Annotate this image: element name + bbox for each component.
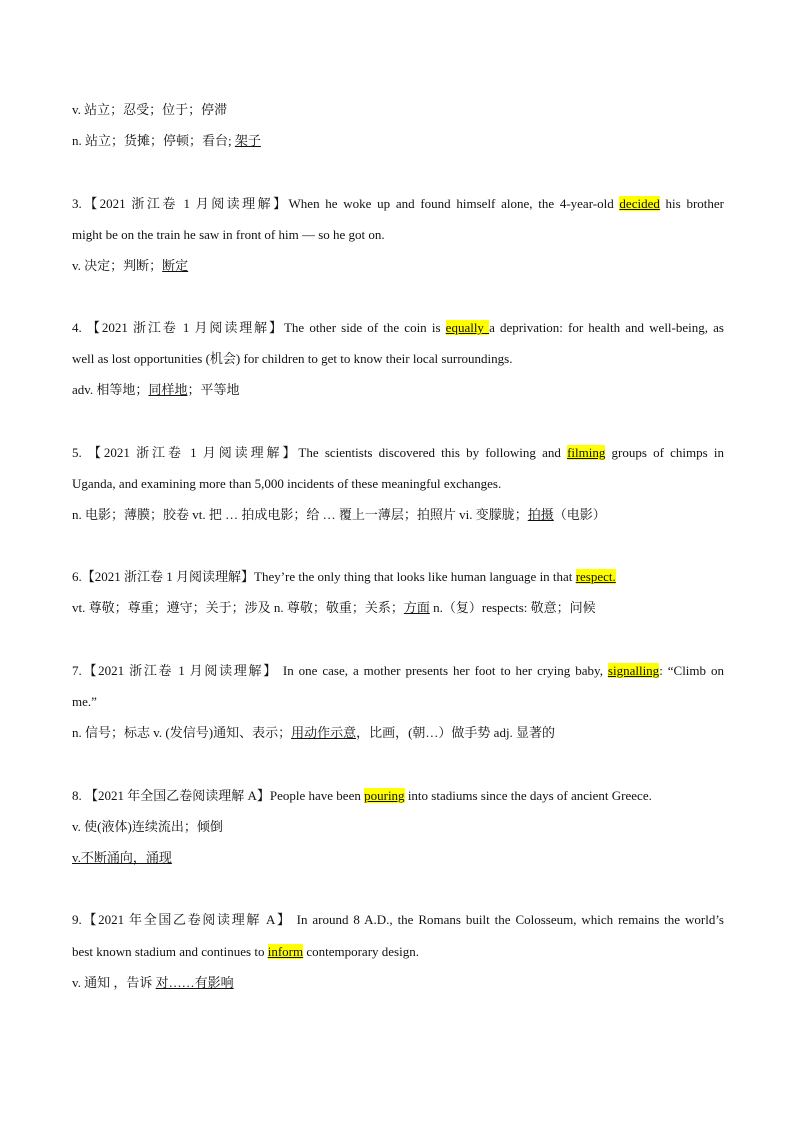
definition-text: adv. 相等地； <box>72 382 149 397</box>
question-text: me.” <box>72 694 97 709</box>
definition-text: ；平等地 <box>187 382 240 397</box>
definition-line <box>72 849 724 867</box>
question-8 <box>72 787 724 805</box>
highlighted-word: respect. <box>575 569 616 584</box>
definition-text: n. 电影；薄膜；胶卷 vt. 把 … 拍成电影；给 … 覆上一薄层；拍照片 vi. 变朦胧； <box>72 507 528 522</box>
definition-text: v. 使(液体)连续流出；倾倒 <box>72 819 223 834</box>
highlighted-word: equally <box>445 320 490 335</box>
question-text: 6.【2021 浙江卷 1 月阅读理解】They’re the only thing that looks like human language in that <box>72 569 576 584</box>
question-text: 8. 【2021 年全国乙卷阅读理解 A】People have been <box>72 788 365 803</box>
question-text: might be on the train he saw in front of him — so he got on. <box>72 227 385 242</box>
question-5-line-2 <box>72 475 724 493</box>
highlighted-word: filming <box>567 445 606 460</box>
definition-line <box>72 724 724 742</box>
question-6 <box>72 568 724 586</box>
question-text: 7.【2021 浙江卷 1 月阅读理解】 In one case, a mother presents her foot to her crying baby, <box>72 663 608 678</box>
underlined-meaning: 对……有影响 <box>155 975 234 990</box>
definition-line <box>72 381 724 399</box>
question-4-line-2 <box>72 350 724 368</box>
underlined-meaning: 用动作示意 <box>291 725 357 740</box>
question-7 <box>72 662 724 680</box>
underlined-meaning: 拍摄 <box>527 507 554 522</box>
definition-line <box>72 974 724 992</box>
definition-line <box>72 599 724 617</box>
underlined-meaning: 架子 <box>234 133 261 148</box>
definition-text: n. 信号；标志 v. (发信号)通知、表示； <box>72 725 292 740</box>
underlined-meaning: 方面 <box>403 600 430 615</box>
definition-line <box>72 506 724 524</box>
highlighted-word: decided <box>619 196 660 211</box>
question-9-line-2 <box>72 943 724 961</box>
question-3 <box>72 195 724 213</box>
underlined-meaning: v.不断涌向，涌现 <box>72 850 172 865</box>
question-3-line-2 <box>72 226 724 244</box>
definition-line <box>72 101 724 119</box>
question-text: well as lost opportunities (机会) for children to get to know their local surroundings. <box>72 351 513 366</box>
question-4 <box>72 319 724 337</box>
underlined-meaning: 断定 <box>162 258 189 273</box>
question-9 <box>72 911 724 929</box>
question-text: 4. 【2021 浙江卷 1 月阅读理解】The other side of the coin is <box>72 320 446 335</box>
question-text: into stadiums since the days of ancient Greece. <box>404 788 652 803</box>
definition-text: v. 站立；忍受；位于；停滞 <box>72 102 228 117</box>
question-text: groups of chimps in <box>605 445 724 460</box>
question-text: 3.【2021 浙江卷 1 月阅读理解】When he woke up and found himself alone, the 4-year-old <box>72 196 620 211</box>
highlighted-word: signalling <box>607 663 660 678</box>
definition-text: v. 通知 ，告诉 <box>72 975 156 990</box>
definition-text: vt. 尊敬；尊重；遵守；关于；涉及 n. 尊敬；敬重；关系； <box>72 600 404 615</box>
question-7-line-2 <box>72 693 724 711</box>
question-text: his brother <box>659 196 724 211</box>
definition-line <box>72 257 724 275</box>
question-5 <box>72 444 724 462</box>
highlighted-word: pouring <box>364 788 405 803</box>
definition-text: n.（复）respects: 敬意；问候 <box>429 600 596 615</box>
highlighted-word: inform <box>267 944 304 959</box>
question-text: : “Climb on <box>659 663 724 678</box>
question-text: 5. 【2021 浙江卷 1 月阅读理解】The scientists discovered this by following and <box>72 445 568 460</box>
question-text: Uganda, and examining more than 5,000 incidents of these meaningful exchanges. <box>72 476 502 491</box>
definition-text: ，比画，(朝…）做手势 adj. 显著的 <box>356 725 556 740</box>
definition-line <box>72 818 724 836</box>
question-text: 9.【2021 年全国乙卷阅读理解 A】 In around 8 A.D., the Romans built the Colosseum, which remains the world’s <box>72 912 724 927</box>
question-text: a deprivation: for health and well-being, as <box>489 320 724 335</box>
definition-text: v. 决定；判断； <box>72 258 163 273</box>
definition-line <box>72 132 724 150</box>
definition-text: （电影） <box>553 507 606 522</box>
question-text: best known stadium and continues to <box>72 944 268 959</box>
question-text: contemporary design. <box>303 944 419 959</box>
underlined-meaning: 同样地 <box>148 382 188 397</box>
definition-text: n. 站立；货摊；停顿；看台; <box>72 133 235 148</box>
